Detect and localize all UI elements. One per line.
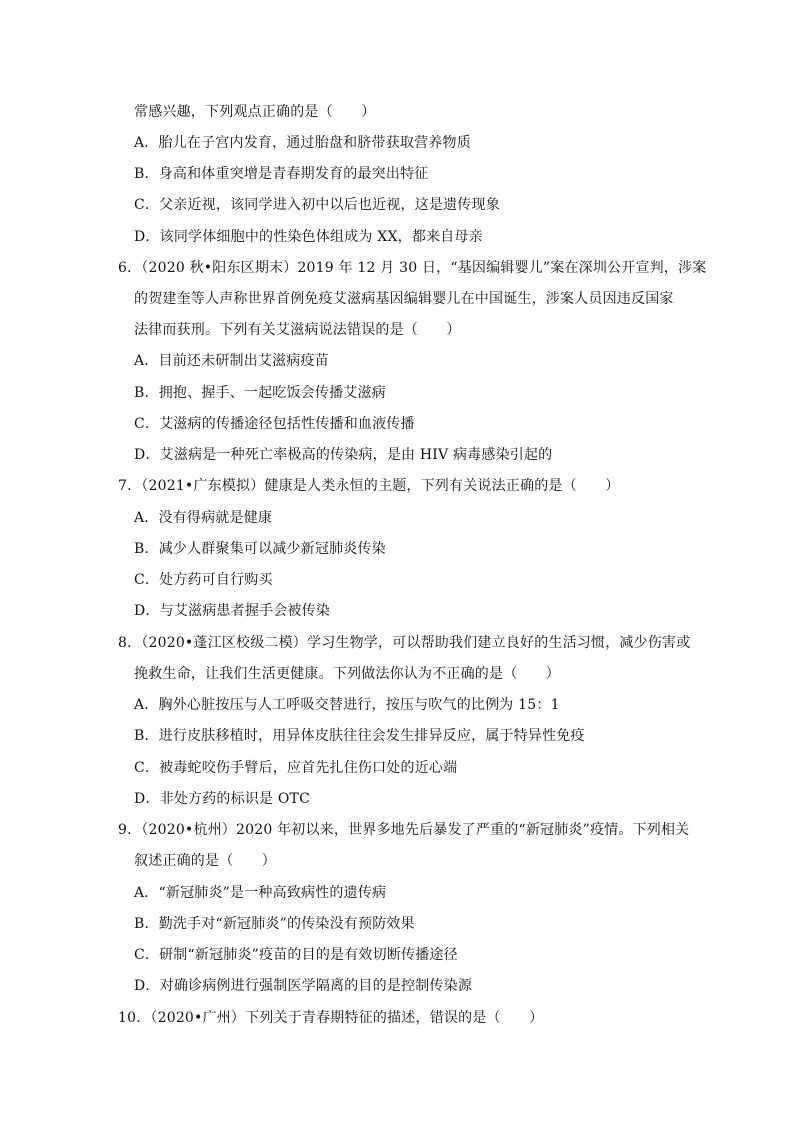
question-9-stem-line-1: 9．（2020•杭州）2020 年初以来，世界多地先后暴发了严重的“新冠肺炎”疫情。下列相关 [118, 822, 690, 838]
question-8-option-c: C．被毒蛇咬伤手臂后，应首先扎住伤口处的近心端 [134, 760, 458, 776]
question-8-option-b: B．进行皮肤移植时，用异体皮肤往往会发生排异反应，属于特异性免疫 [134, 728, 585, 744]
question-6-option-b: B．拥抱、握手、一起吃饭会传播艾滋病 [134, 385, 386, 401]
question-6-stem-line-2: 的贺建奎等人声称世界首例免疫艾滋病基因编辑婴儿在中国诞生，涉案人员因违反国家 [134, 291, 674, 307]
question-5-option-b: B．身高和体重突增是青春期发育的最突出特征 [134, 166, 429, 182]
question-8-option-a: A．胸外心脏按压与人工呼吸交替进行，按压与吹气的比例为 15：1 [134, 697, 560, 713]
question-5-option-a: A．胎儿在子宫内发育，通过胎盘和脐带获取营养物质 [134, 135, 471, 151]
question-8-stem-line-2: 挽救生命，让我们生活更健康。下列做法你认为不正确的是（ ） [134, 666, 560, 682]
question-6-option-d: D．艾滋病是一种死亡率极高的传染病，是由 HIV 病毒感染引起的 [134, 447, 553, 463]
question-10-stem-line-1: 10．（2020•广州）下列关于青春期特征的描述，错误的是（ ） [118, 1010, 544, 1026]
question-9-option-d: D．对确诊病例进行强制医学隔离的目的是控制传染源 [134, 978, 473, 994]
question-7-stem-line-1: 7．（2021•广东模拟）健康是人类永恒的主题，下列有关说法正确的是（ ） [118, 478, 620, 494]
question-9-option-b: B．勤洗手对“新冠肺炎”的传染没有预防效果 [134, 916, 415, 932]
question-9-stem-line-2: 叙述正确的是（ ） [134, 853, 276, 869]
question-5-option-d: D．该同学体细胞中的性染色体组成为 XX，都来自母亲 [134, 229, 483, 245]
question-8-stem-line-1: 8．（2020•蓬江区校级二模）学习生物学，可以帮助我们建立良好的生活习惯，减少伤害或 [118, 635, 691, 651]
question-9-option-c: C．研制“新冠肺炎”疫苗的目的是有效切断传播途径 [134, 947, 458, 963]
question-6-stem-line-3: 法律而获刑。下列有关艾滋病说法错误的是（ ） [134, 322, 461, 338]
question-6-option-a: A．目前还未研制出艾滋病疫苗 [134, 353, 329, 369]
question-7-option-a: A．没有得病就是健康 [134, 510, 273, 526]
question-9-option-a: A．“新冠肺炎”是一种高致病性的遗传病 [134, 885, 387, 901]
question-5-option-c: C．父亲近视，该同学进入初中以后也近视，这是遗传现象 [134, 197, 500, 213]
question-8-option-d: D．非处方药的标识是 OTC [134, 791, 311, 807]
question-5-stem: 常感兴趣，下列观点正确的是（ ） [134, 104, 376, 120]
question-6-option-c: C．艾滋病的传播途径包括性传播和血液传播 [134, 416, 415, 432]
question-6-stem-line-1: 6．（2020 秋•阳东区期末）2019 年 12 月 30 日，“基因编辑婴儿”案在深圳公开宣判，涉案 [118, 260, 707, 276]
question-7-option-c: C．处方药可自行购买 [134, 572, 273, 588]
question-7-option-d: D．与艾滋病患者握手会被传染 [134, 603, 331, 619]
question-7-option-b: B．减少人群聚集可以减少新冠肺炎传染 [134, 541, 386, 557]
